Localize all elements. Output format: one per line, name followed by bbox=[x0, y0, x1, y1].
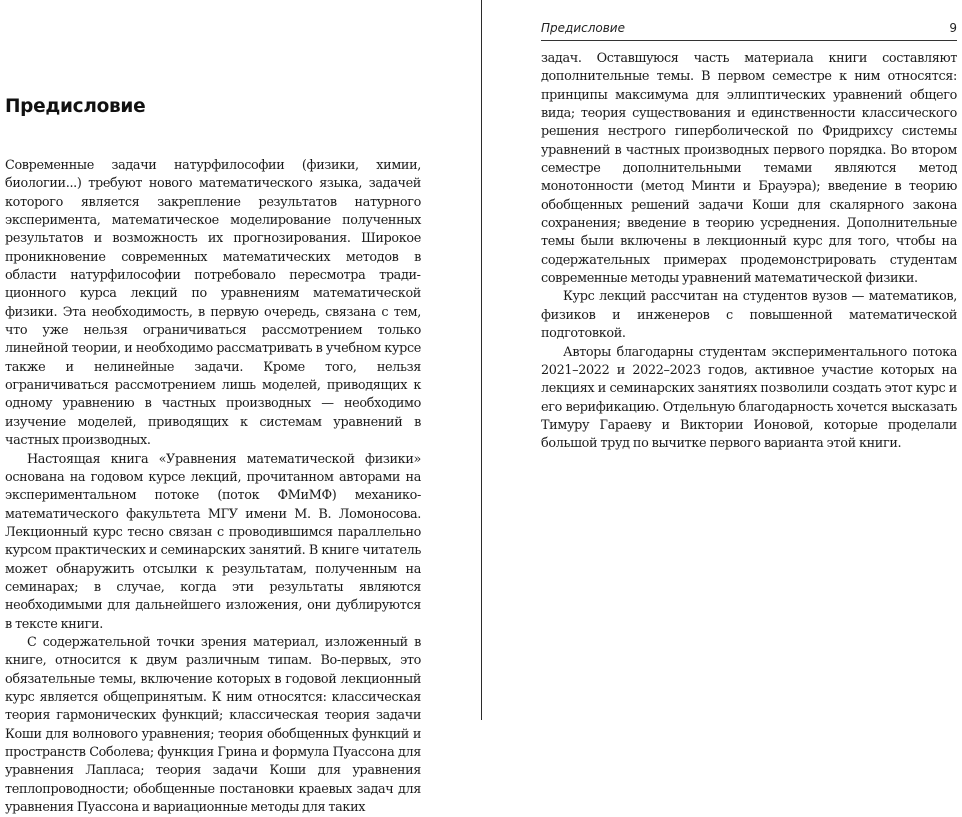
paragraph: Современные задачи натурфилософии (физики, химии, биологии...) требуют нового математического языка, задачей которого является закрепление результатов натурного эксперимента, математическое моделирование полученных результатов и возможность их прогнозирования. Широкое проникновение современных математических методов в области натурфилософии потребовало пересмотра традиционного курса лекций по уравнениям математической физики. Эта необходимость, в первую очередь, связана с тем, что уже нельзя ограничиваться рассмотрением только линейной теории, и необходимо рассматривать в учебном курсе также и нелинейные задачи. Кроме того, нельзя ограничиваться рассмотрением лишь моделей, приводящих к одному уравнению в частных производных — необходимо изучение моделей, приводящих к системам уравнений в частных производных. bbox=[5, 158, 421, 449]
running-header-title: Предисловие bbox=[541, 21, 625, 35]
paragraph: Настоящая книга «Уравнения математической физики» основана на годовом курсе лекций, прочитанном авторами на экспериментальном потоке (поток ФМиМФ) механико-математического факультета МГУ имени М. В. Ломоносова. Лекционный курс тесно связан с проводившимся параллельно курсом практических и семинарских занятий. В книге читатель может обнаружить отсылки к результатам, полученным на семинарах; в случае, когда эти результаты являются необходимыми для дальнейшего изложения, они дублируются в тексте книги. bbox=[5, 451, 421, 632]
left-page bbox=[5, 0, 421, 816]
page-gutter-divider bbox=[481, 0, 482, 720]
paragraph: С содержательной точки зрения материал, изложенный в книге, относится к двум различным типам. Во-первых, это обязательные темы, включение которых в годовой лекционный курс является общепринятым. К ним относятся: классическая теория гармонических функций; классическая теория задачи Коши для волнового уравнения; теория обобщенных функций и пространств Соболева; функция Грина и формула Пуассона для уравнения Лапласа; теория задачи Коши для уравнения теплопроводности; обобщенные постановки краевых задач для уравнения Пуассона и вариационные методы для таких bbox=[5, 634, 421, 816]
paragraph: Курс лекций рассчитан на студентов вузов — математиков, физиков и инженеров с повышенной математической подготовкой. bbox=[541, 289, 957, 342]
running-header bbox=[541, 21, 957, 41]
header-rule bbox=[541, 40, 957, 41]
left-page-body bbox=[5, 157, 421, 817]
page-number: 9 bbox=[949, 21, 957, 35]
paragraph: Авторы благодарны студентам экспериментального потока 2021–2022 и 2022–2023 годов, активное участие которых на лекциях и семинарских занятиях позволили создать этот курс и его верификацию. Отдельную благодарность хочется высказать Тимуру Гараеву и Виктории Ионовой, которые проделали большой труд по вычитке первого варианта этой книги. bbox=[541, 344, 957, 452]
paragraph: задач. Оставшуюся часть материала книги составляют дополнительные темы. В первом семестре к ним относятся: принципы максимума для эллиптических уравнений общего вида; теория существования и единственности классического решения нестрого гиперболической по Фридрихсу системы уравнений в частных производных первого порядка. Во втором семестре дополнительными темами являются метод монотонности (метод Минти и Брауэра); введение в теорию обобщенных решений задачи Коши для скалярного закона сохранения; введение в теорию усреднения. Дополнительные темы были включены в лекционный курс для того, чтобы на содержательных примерах продемонстрировать студентам современные методы уравнений математической физики. bbox=[541, 51, 957, 287]
chapter-title: Предисловие bbox=[5, 96, 146, 117]
right-page bbox=[541, 0, 957, 720]
right-page-body bbox=[541, 50, 957, 454]
